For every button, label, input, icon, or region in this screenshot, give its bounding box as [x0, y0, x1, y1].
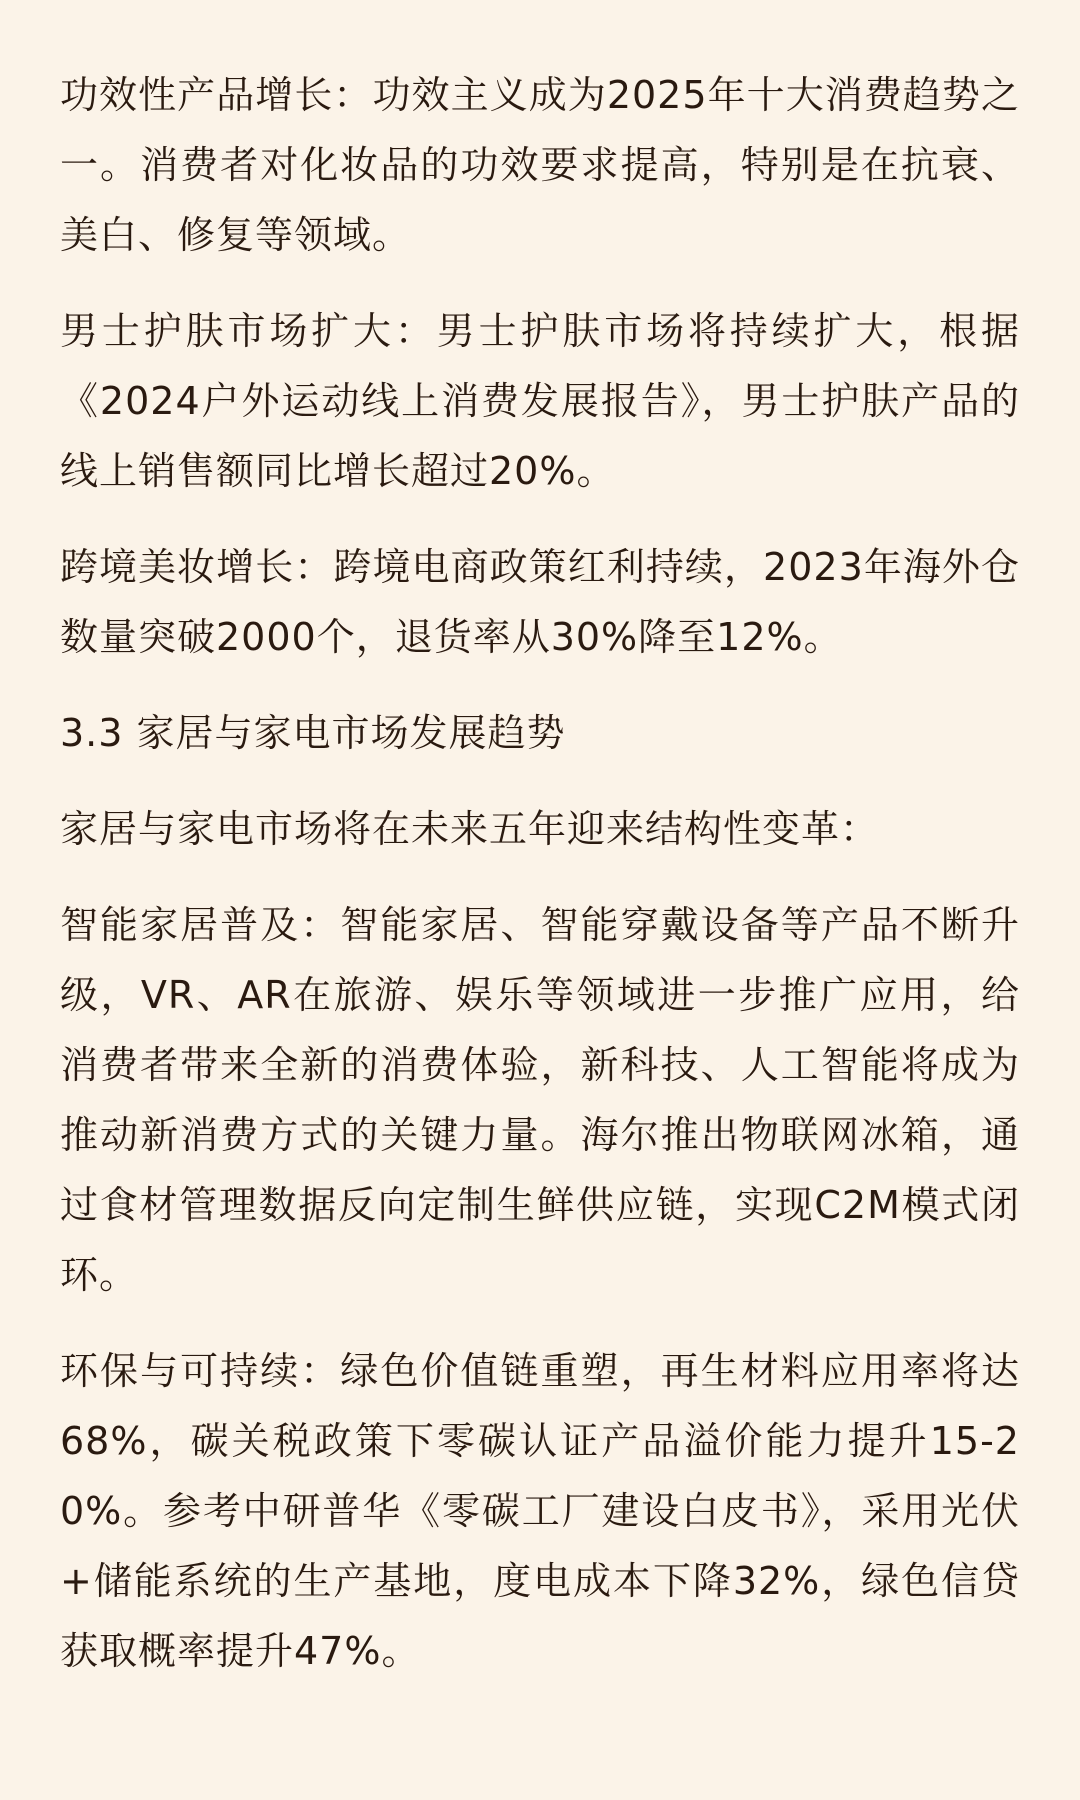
section-heading: 3.3 家居与家电市场发展趋势 — [60, 711, 566, 755]
paragraph-sustainability: 环保与可持续：绿色价值链重塑，再生材料应用率将达68%，碳关税政策下零碳认证产品溢价能力提升15-20%。参考中研普华《零碳工厂建设白皮书》，采用光伏+储能系统的生产基地，度电成本下降32%，绿色信贷获取概率提升47%。 — [60, 1349, 1020, 1673]
paragraph-efficacy-products: 功效性产品增长：功效主义成为2025年十大消费趋势之一。消费者对化妆品的功效要求提高，特别是在抗衰、美白、修复等领域。 — [60, 73, 1020, 257]
paragraph-smart-home: 智能家居普及：智能家居、智能穿戴设备等产品不断升级，VR、AR在旅游、娱乐等领域进一步推广应用，给消费者带来全新的消费体验，新科技、人工智能将成为推动新消费方式的关键力量。海尔推出物联网冰箱，通过食材管理数据反向定制生鲜供应链，实现C2M模式闭环。 — [60, 903, 1020, 1297]
paragraph-cross-border-beauty: 跨境美妆增长：跨境电商政策红利持续，2023年海外仓数量突破2000个，退货率从30%降至12%。 — [60, 545, 1020, 659]
article-body — [60, 60, 1020, 1712]
paragraph-mens-skincare: 男士护肤市场扩大：男士护肤市场将持续扩大，根据《2024户外运动线上消费发展报告》，男士护肤产品的线上销售额同比增长超过20%。 — [60, 309, 1020, 493]
section-intro: 家居与家电市场将在未来五年迎来结构性变革： — [60, 807, 880, 851]
